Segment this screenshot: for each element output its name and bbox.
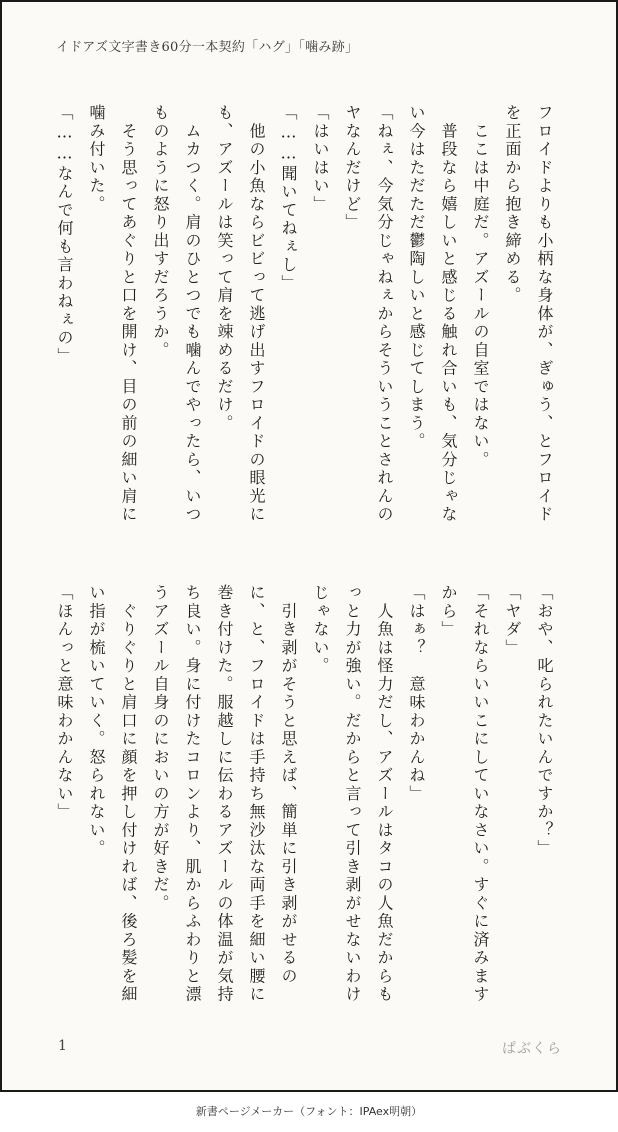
paragraph: そう思ってあぐりと口を開け、目の前の細い肩に噛み付いた。 bbox=[87, 104, 138, 524]
paragraph: 「……聞いてねぇし」 bbox=[279, 104, 298, 293]
paragraph: 他の小魚ならビビって逃げ出すフロイドの眼光にも、アズールは笑って肩を竦めるだけ。 bbox=[215, 104, 266, 524]
paragraph: 「はいはい」 bbox=[311, 104, 330, 214]
paragraph: 引き剥がそうと思えば、簡単に引き剥がせるのに、と、フロイドは手持ち無沙汰な両手を細い腰に巻き付けた。服越しに伝わるアズールの体温が気持ち良い。身に付けたコロンより、肌からふわりと漂うアズール自身のにおいの方が好きだ。 bbox=[151, 584, 298, 1004]
paragraph: 人魚は怪力だし、アズールはタコの人魚だからもっと力が強い。だからと言って引き剥がせないわけじゃない。 bbox=[311, 584, 394, 1004]
paragraph: ここは中庭だ。アズールの自室ではない。 bbox=[471, 104, 490, 469]
page-number: 1 bbox=[58, 1038, 67, 1054]
author-name: ぱぶくら bbox=[502, 1041, 562, 1057]
paragraph: 「……なんで何も言わねぇの」 bbox=[55, 104, 74, 366]
paragraph: フロイドよりも小柄な身体が、ぎゅう、とフロイドを正面から抱き締める。 bbox=[503, 104, 554, 524]
text-block-bottom bbox=[55, 584, 560, 1004]
generator-credit: 新書ページメーカー（フォント：IPAex明朝） bbox=[195, 1105, 423, 1118]
paragraph: 「それならいいこにしていなさい。すぐに済みますから」 bbox=[439, 584, 490, 1004]
paragraph: 「ねぇ、今気分じゃねぇからそういうことされんのヤなんだけど」 bbox=[343, 104, 394, 524]
page-header-title: イドアズ文字書き60分一本契約「ハグ」「噛み跡」 bbox=[56, 40, 359, 55]
paragraph: 「おや、叱られたいんですか？」 bbox=[535, 584, 554, 858]
paragraph: ムカつく。肩のひとつでも噛んでやったら、いつものように怒り出すだろうか。 bbox=[151, 104, 202, 524]
text-block-top bbox=[55, 104, 560, 524]
paragraph: ぐりぐりと肩口に顔を押し付ければ、後ろ髪を細い指が梳いていく。怒られない。 bbox=[87, 584, 138, 1004]
paragraph: 「ヤダ」 bbox=[503, 584, 522, 657]
paragraph: 普段なら嬉しいと感じる触れ合いも、気分じゃない今はただただ鬱陶しいと感じてしまう。 bbox=[407, 104, 458, 524]
paragraph: 「はぁ？ 意味わかんね」 bbox=[407, 584, 426, 803]
paragraph: 「ほんっと意味わかんない」 bbox=[55, 584, 74, 822]
